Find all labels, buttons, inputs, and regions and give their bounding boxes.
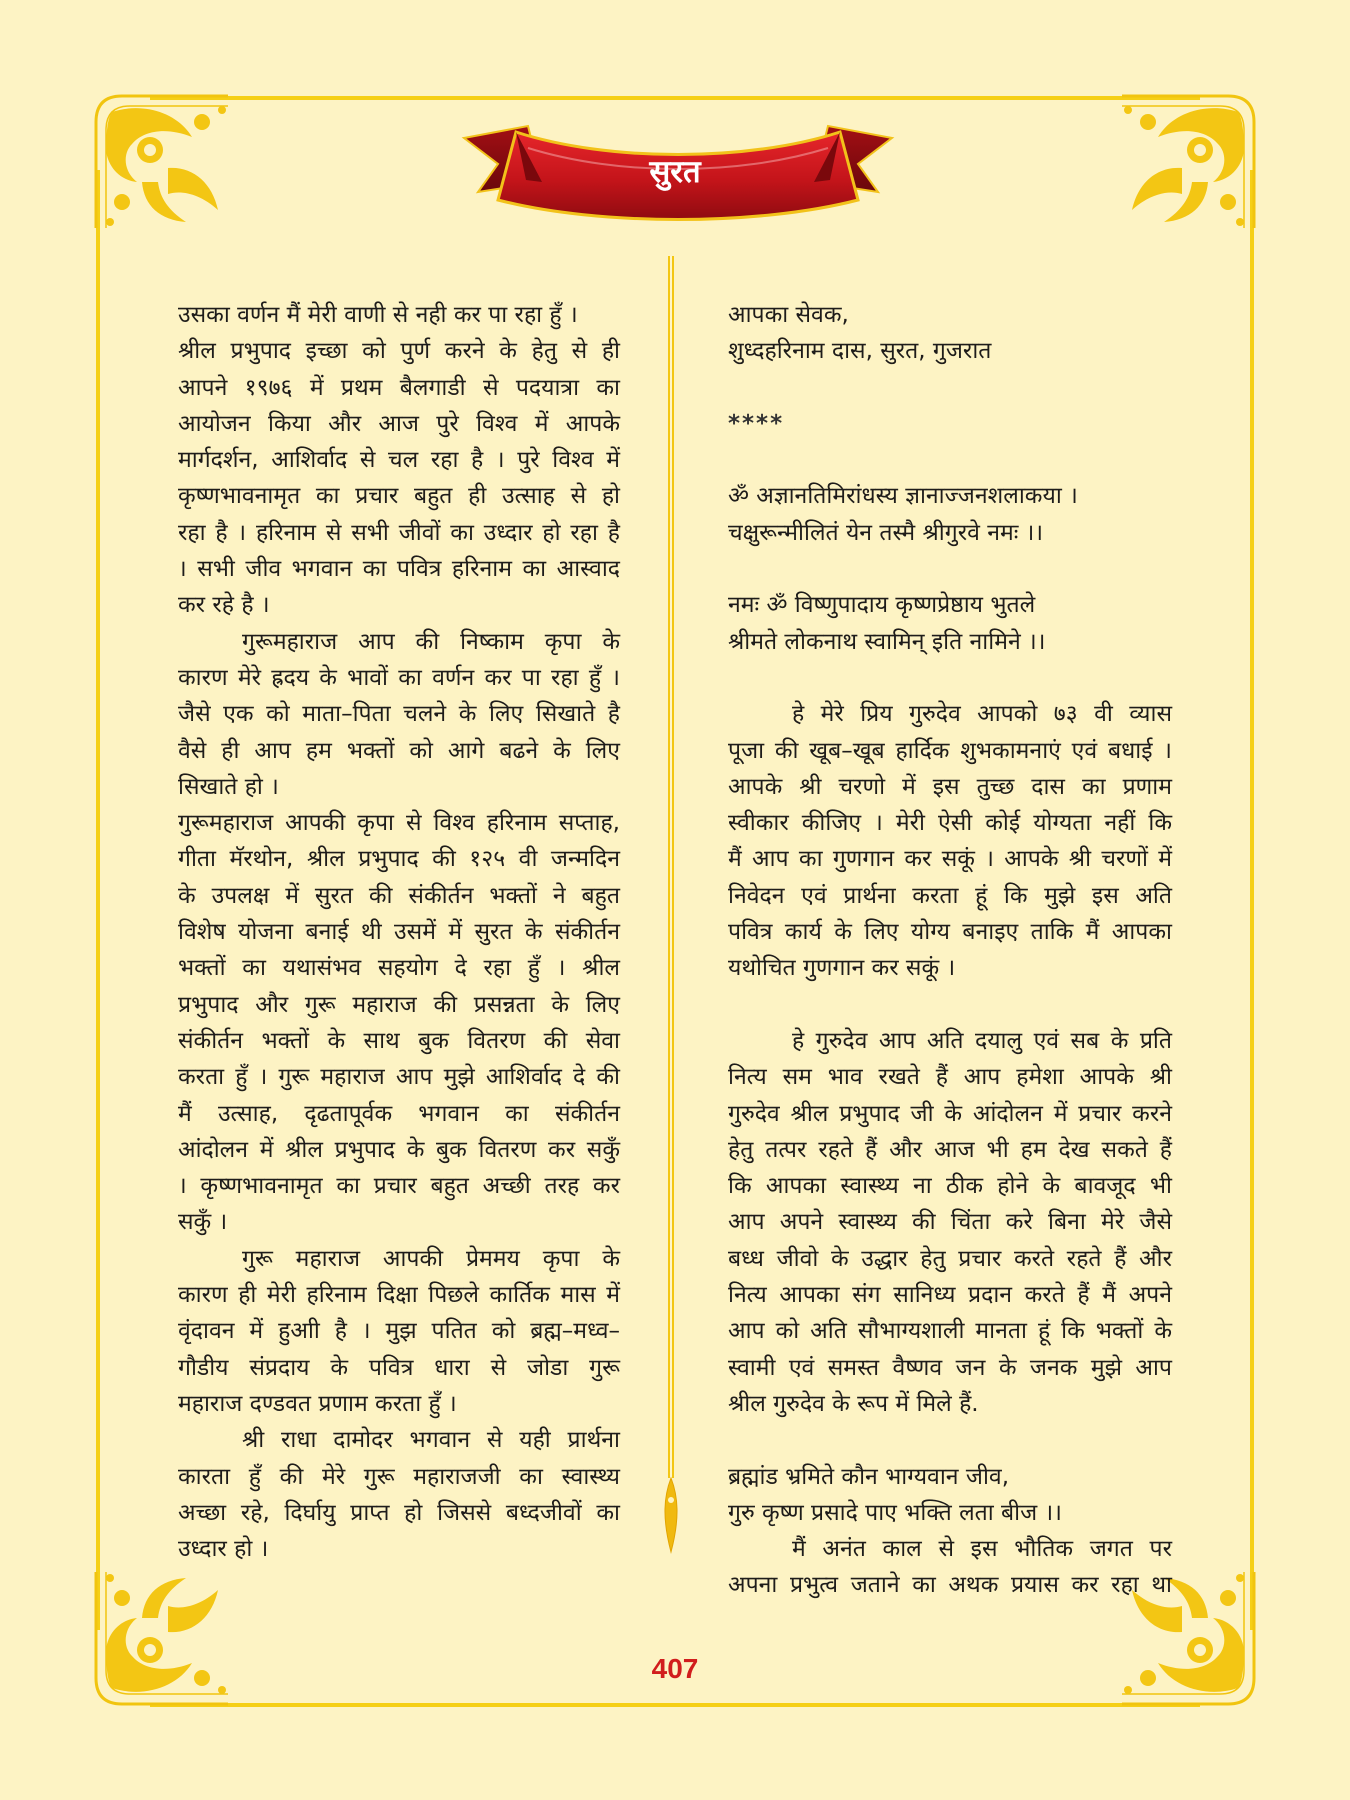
page-title: सुरत xyxy=(649,154,701,190)
column-divider xyxy=(662,256,680,1596)
text-line: सिखाते हो । xyxy=(178,773,279,800)
text-line: गुरू महाराज आपकी प्रेममय कृपा के xyxy=(242,1245,620,1272)
text-line: स्वामी एवं समस्त वैष्णव जन के जनक मुझे आप xyxy=(728,1354,1172,1381)
text-line: यथोचित गुणगान कर सकूं । xyxy=(728,955,956,982)
text-line: निवेदन एवं प्रार्थना करता हूं कि मुझे इस अति xyxy=(728,882,1172,909)
paragraph-gap xyxy=(728,1422,1172,1458)
section-separator: **** xyxy=(728,410,785,437)
text-line: नित्य सम भाव रखते हैं आप हमेशा आपके श्री xyxy=(728,1064,1172,1091)
text-line: उसका वर्णन मैं मेरी वाणी से नही कर पा रहा हुँ । xyxy=(178,302,578,328)
text-line: मार्गदर्शन, आशिर्वाद से चल रहा है । पुरे विश्व में xyxy=(178,447,620,474)
text-line: ॐ अज्ञानतिमिरांधस्य ज्ञानाज्जनशलाकया । xyxy=(728,483,1078,510)
text-line: हे मेरे प्रिय गुरुदेव आपको ७३ वी व्यास xyxy=(792,701,1172,728)
left-column xyxy=(178,297,620,1567)
text-line: श्री राधा दामोदर भगवान से यही प्रार्थना xyxy=(242,1427,620,1454)
text-line: आपका सेवक, xyxy=(728,302,849,328)
paragraph-gap xyxy=(728,370,1172,406)
text-line: स्वीकार कीजिए । मेरी ऐसी कोई योग्यता नहीं कि xyxy=(728,810,1172,837)
text-line: गुरुदेव श्रील प्रभुपाद जी के आंदोलन में प्रचार करने xyxy=(728,1100,1172,1127)
text-line: श्रील प्रभुपाद इच्छा को पुर्ण करने के हेतु से ही xyxy=(178,338,620,365)
text-line: पवित्र कार्य के लिए योग्य बनाइए ताकि मैं आपका xyxy=(728,919,1172,946)
text-line: श्रील गुरुदेव के रूप में मिले हैं. xyxy=(728,1390,979,1417)
text-line: । सभी जीव भगवान का पवित्र हरिनाम का आस्वाद xyxy=(178,556,620,583)
text-line: आपके श्री चरणो में इस तुच्छ दास का प्रणाम xyxy=(728,773,1172,800)
paragraph-gap xyxy=(728,987,1172,1023)
text-line: महाराज दण्डवत प्रणाम करता हुँ । xyxy=(178,1390,457,1417)
text-line: नित्य आपका संग सानिध्य प्रदान करते हैं मैं अपने xyxy=(728,1282,1172,1309)
text-line: विशेष योजना बनाई थी उसमें में सुरत के संकीर्तन xyxy=(178,919,620,946)
text-line: कारता हुँ की मेरे गुरू महाराजजी का स्वास्थ्य xyxy=(178,1463,620,1490)
paragraph-gap xyxy=(728,660,1172,696)
text-line: मैं आप का गुणगान कर सकूं । आपके श्री चरणों में xyxy=(728,846,1172,873)
text-line: कर रहे है । xyxy=(178,592,270,619)
text-line: हेतु तत्पर रहते हैं और आज भी हम देख सकते हैं xyxy=(728,1136,1172,1163)
text-line: भक्तों का यथासंभव सहयोग दे रहा हुँ । श्रील xyxy=(178,955,620,982)
paragraph-gap xyxy=(728,551,1172,587)
text-line: नमः ॐ विष्णुपादाय कृष्णप्रेष्ठाय भुतले xyxy=(728,592,1036,619)
ornamental-corner-icon xyxy=(82,1558,242,1718)
text-line: प्रभुपाद और गुरू महाराज की प्रसन्नता के लिए xyxy=(178,991,620,1018)
text-line: आप को अति सौभाग्यशाली मानता हूं कि भक्तों के xyxy=(728,1318,1172,1345)
text-line: हे गुरुदेव आप अति दयालु एवं सब के प्रति xyxy=(792,1027,1172,1054)
text-line: वैसे ही आप हम भक्तों को आगे बढने के लिए xyxy=(178,737,620,764)
text-line: जैसे एक को माता–पिता चलने के लिए सिखाते है xyxy=(178,701,620,728)
text-line: आयोजन किया और आज पुरे विश्व में आपके xyxy=(178,410,620,437)
text-line: गुरूमहाराज आप की निष्काम कृपा के xyxy=(242,628,620,655)
text-line: वृंदावन में हुआी है । मुझ पतित को ब्रह्म–मध्व– xyxy=(178,1318,620,1345)
text-line: पूजा की खूब–खूब हार्दिक शुभकामनाएं एवं बधाई । xyxy=(728,737,1172,764)
text-line: कि आपका स्वास्थ्य ना ठीक होने के बावजूद भी xyxy=(728,1173,1172,1200)
text-line: आप अपने स्वास्थ्य की चिंता करे बिना मेरे जैसे xyxy=(728,1209,1172,1236)
frame-border-top xyxy=(150,96,1200,100)
text-line: । कृष्णभावनामृत का प्रचार बहुत अच्छी तरह कर xyxy=(178,1173,620,1200)
text-line: अच्छा रहे, दिर्घायु प्राप्त हो जिससे बध्दजीवों का xyxy=(178,1499,620,1526)
page-number: 407 xyxy=(651,1653,699,1684)
text-line: श्रीमते लोकनाथ स्वामिन् इति नामिने ।। xyxy=(728,628,1046,655)
text-line: बध्ध जीवो के उद्धार हेतु प्रचार करते रहते हैं और xyxy=(728,1245,1172,1272)
text-line: अपना प्रभुत्व जताने का अथक प्रयास कर रहा था xyxy=(728,1572,1172,1599)
text-line: उध्दार हो । xyxy=(178,1536,269,1563)
text-line: शुध्दहरिनाम दास, सुरत, गुजरात xyxy=(728,338,992,365)
text-line: सकुँ । xyxy=(178,1209,228,1236)
text-line: रहा है । हरिनाम से सभी जीवों का उध्दार हो रहा है xyxy=(178,519,620,546)
right-column xyxy=(728,297,1172,1604)
text-line: संकीर्तन भक्तों के साथ बुक वितरण की सेवा xyxy=(178,1027,620,1054)
text-line: आंदोलन में श्रील प्रभुपाद के बुक वितरण कर सकुँ xyxy=(178,1136,620,1163)
text-line: मैं अनंत काल से इस भौतिक जगत पर xyxy=(792,1536,1172,1563)
paragraph-gap xyxy=(728,442,1172,478)
text-line: गौडीय संप्रदाय के पवित्र धारा से जोडा गुरू xyxy=(178,1354,620,1381)
frame-border-right xyxy=(1250,170,1254,1630)
text-line: कृष्णभावनामृत का प्रचार बहुत ही उत्साह से हो xyxy=(178,483,620,510)
text-line: आपने १९७६ में प्रथम बैलगाडी से पदयात्रा का xyxy=(178,374,620,401)
text-line: कारण मेरे ह्रदय के भावों का वर्णन कर पा रहा हुँ । xyxy=(178,664,620,691)
text-line: मैं उत्साह, दृढतापूर्वक भगवान का संकीर्तन xyxy=(178,1100,620,1127)
text-line: गीता मॅरथोन, श्रील प्रभुपाद की १२५ वी जन्मदिन xyxy=(178,846,620,873)
text-line: चक्षुरून्मीलितं येन तस्मै श्रीगुरवे नमः ।। xyxy=(728,519,1044,546)
text-line: गुरूमहाराज आपकी कृपा से विश्व हरिनाम सप्ताह, xyxy=(178,810,620,837)
text-line: गुरु कृष्ण प्रसादे पाए भक्ति लता बीज ।। xyxy=(728,1499,1062,1526)
text-line: के उपलक्ष में सुरत की संकीर्तन भक्तों ने बहुत xyxy=(178,882,620,909)
text-line: करता हुँ । गुरू महाराज आप मुझे आशिर्वाद दे की xyxy=(178,1064,620,1091)
frame-border-bottom xyxy=(150,1703,1200,1707)
frame-border-left xyxy=(96,170,100,1630)
text-line: ब्रह्मांड भ्रमिते कौन भाग्यवान जीव, xyxy=(728,1463,1009,1490)
text-line: कारण ही मेरी हरिनाम दिक्षा पिछले कार्तिक मास में xyxy=(178,1282,620,1309)
